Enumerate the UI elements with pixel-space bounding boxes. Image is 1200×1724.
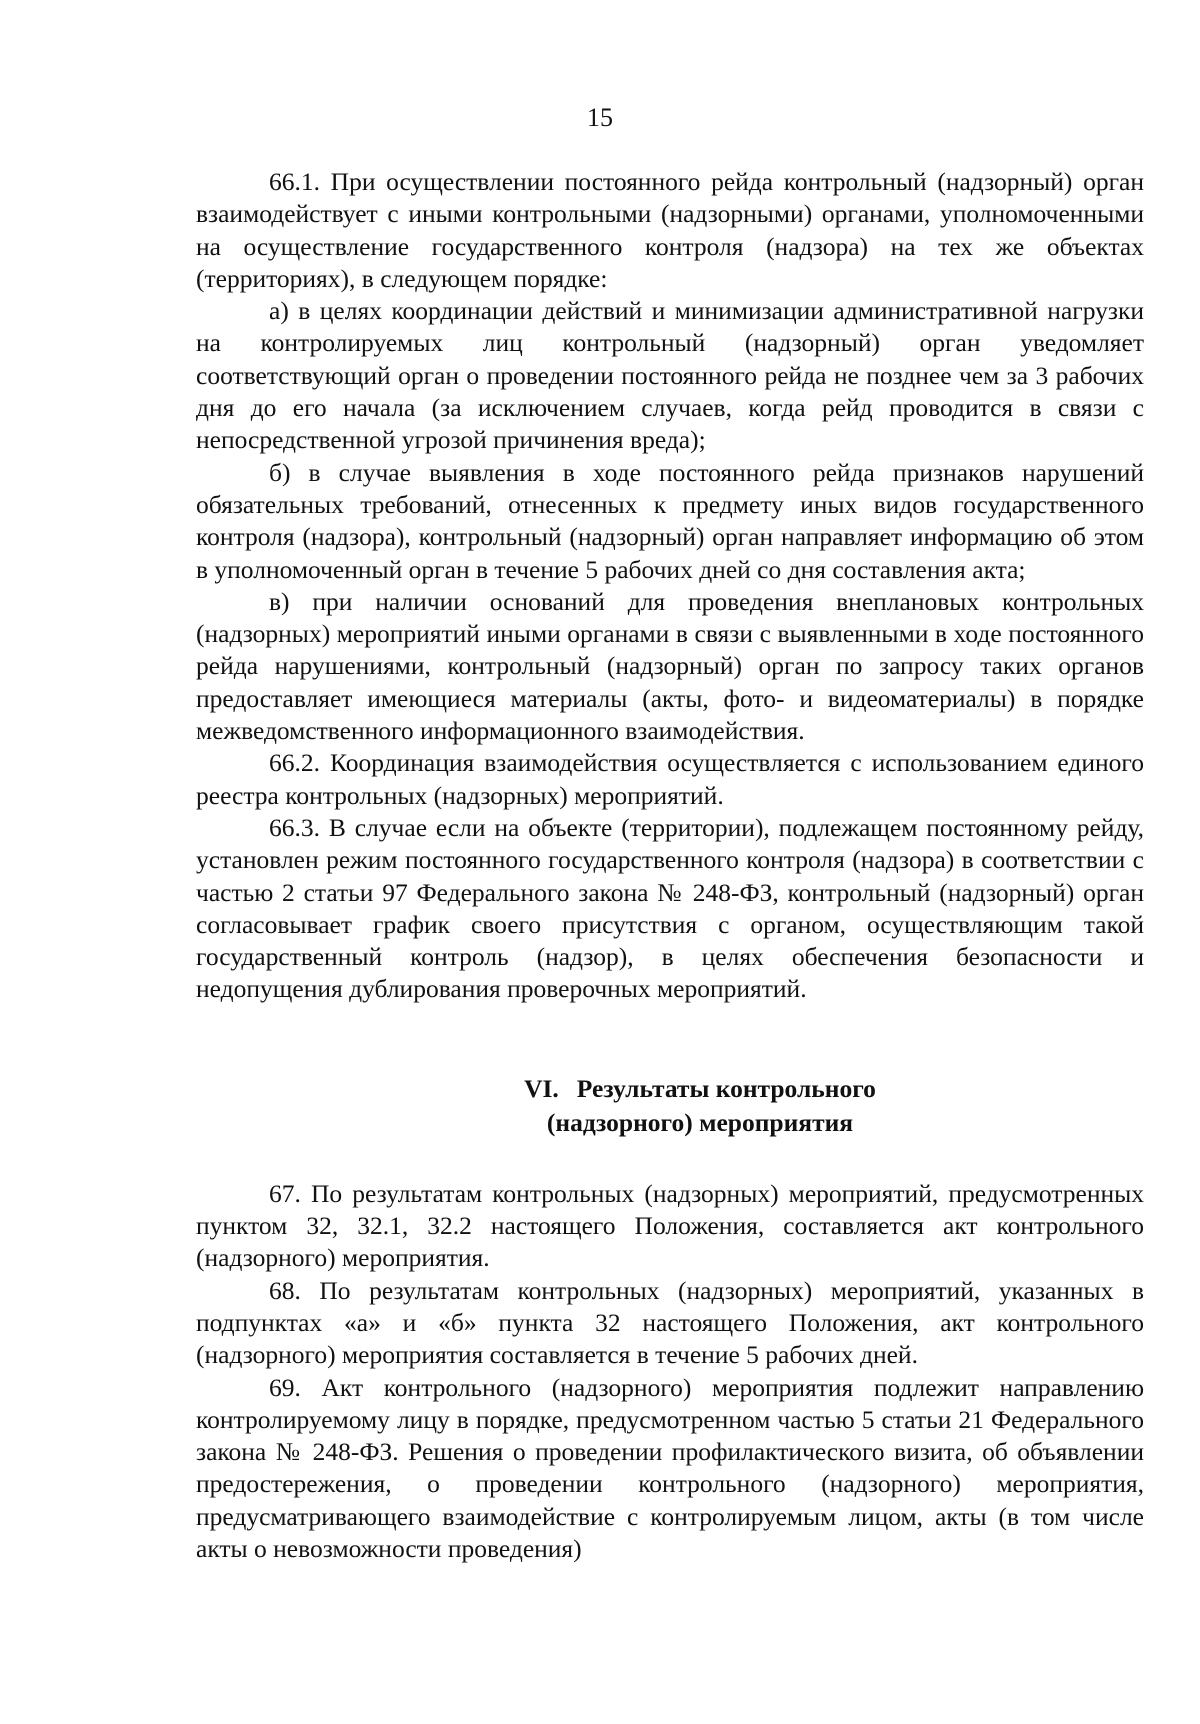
paragraph-66-2: 66.2. Координация взаимодействия осуществляется с использованием единого реестра контрольных (надзорных) мероприятий.	[196, 748, 1144, 810]
paragraph-66-1-a: а) в целях координации действий и минимизации административной нагрузки на контролируемых лиц контрольный (надзорный) орган уведомляет соответствующий орган о проведении постоянного рейда не позднее чем за 3 рабочих дня до его начала (за исключением случаев, когда рейд проводится в связи с непосредственной угрозой причинения вреда);	[196, 296, 1144, 455]
section-heading-line1	[196, 1072, 1144, 1106]
paragraph-68: 68. По результатам контрольных (надзорных) мероприятий, указанных в подпунктах «а» и «б» пункта 32 настоящего Положения, акт контрольного (надзорного) мероприятия составляется в течение 5 рабочих дней.	[196, 1275, 1144, 1370]
paragraph-66-1-v: в) при наличии оснований для проведения внеплановых контрольных (надзорных) мероприятий иными органами в связи с выявленными в ходе постоянного рейда нарушениями, контрольный (надзорный) орган по запросу таких органов предоставляет имеющиеся материалы (акты, фото- и видеоматериалы) в порядке межведомственного информационного взаимодействия.	[196, 586, 1144, 746]
paragraph-69: 69. Акт контрольного (надзорного) мероприятия подлежит направлению контролируемому лицу в порядке, предусмотренном частью 5 статьи 21 Федерального закона № 248-ФЗ. Решения о проведении профилактического визита, об объявлении предостережения, о проведении контрольного (надзорного) мероприятия, предусматривающего взаимодействие с контролируемым лицом, акты (в том числе акты о невозможности проведения)	[196, 1372, 1144, 1563]
paragraph-66-3: 66.3. В случае если на объекте (территории), подлежащем постоянному рейду, установлен режим постоянного государственного контроля (надзора) в соответствии с частью 2 статьи 97 Федерального закона № 248-ФЗ, контрольный (надзорный) орган согласовывает график своего присутствия с органом, осуществляющим такой государственный контроль (надзор), в целях обеспечения безопасности и недопущения дублирования проверочных мероприятий.	[196, 812, 1144, 1004]
section-heading	[196, 1072, 1144, 1140]
paragraph-66-1: 66.1. При осуществлении постоянного рейда контрольный (надзорный) орган взаимодействует с иными контрольными (надзорными) органами, уполномоченными на осуществление государственного контроля (надзора) на тех же объектах (территориях), в следующем порядке:	[196, 167, 1144, 293]
section-title-line1: Результаты контрольного	[576, 1073, 876, 1103]
section-title-line2: (надзорного) мероприятия	[546, 1107, 854, 1137]
paragraph-66-1-b: б) в случае выявления в ходе постоянного рейда признаков нарушений обязательных требований, отнесенных к предмету иных видов государственного контроля (надзора), контрольный (надзорный) орган направляет информацию об этом в уполномоченный орган в течение 5 рабочих дней со дня составления акта;	[196, 457, 1144, 584]
document-body	[196, 166, 1144, 1565]
section-number: VI.	[524, 1073, 559, 1103]
paragraph-67: 67. По результатам контрольных (надзорных) мероприятий, предусмотренных пунктом 32, 32.1, 32.2 настоящего Положения, составляется акт контрольного (надзорного) мероприятия.	[196, 1178, 1144, 1273]
page-number: 15	[587, 103, 613, 132]
